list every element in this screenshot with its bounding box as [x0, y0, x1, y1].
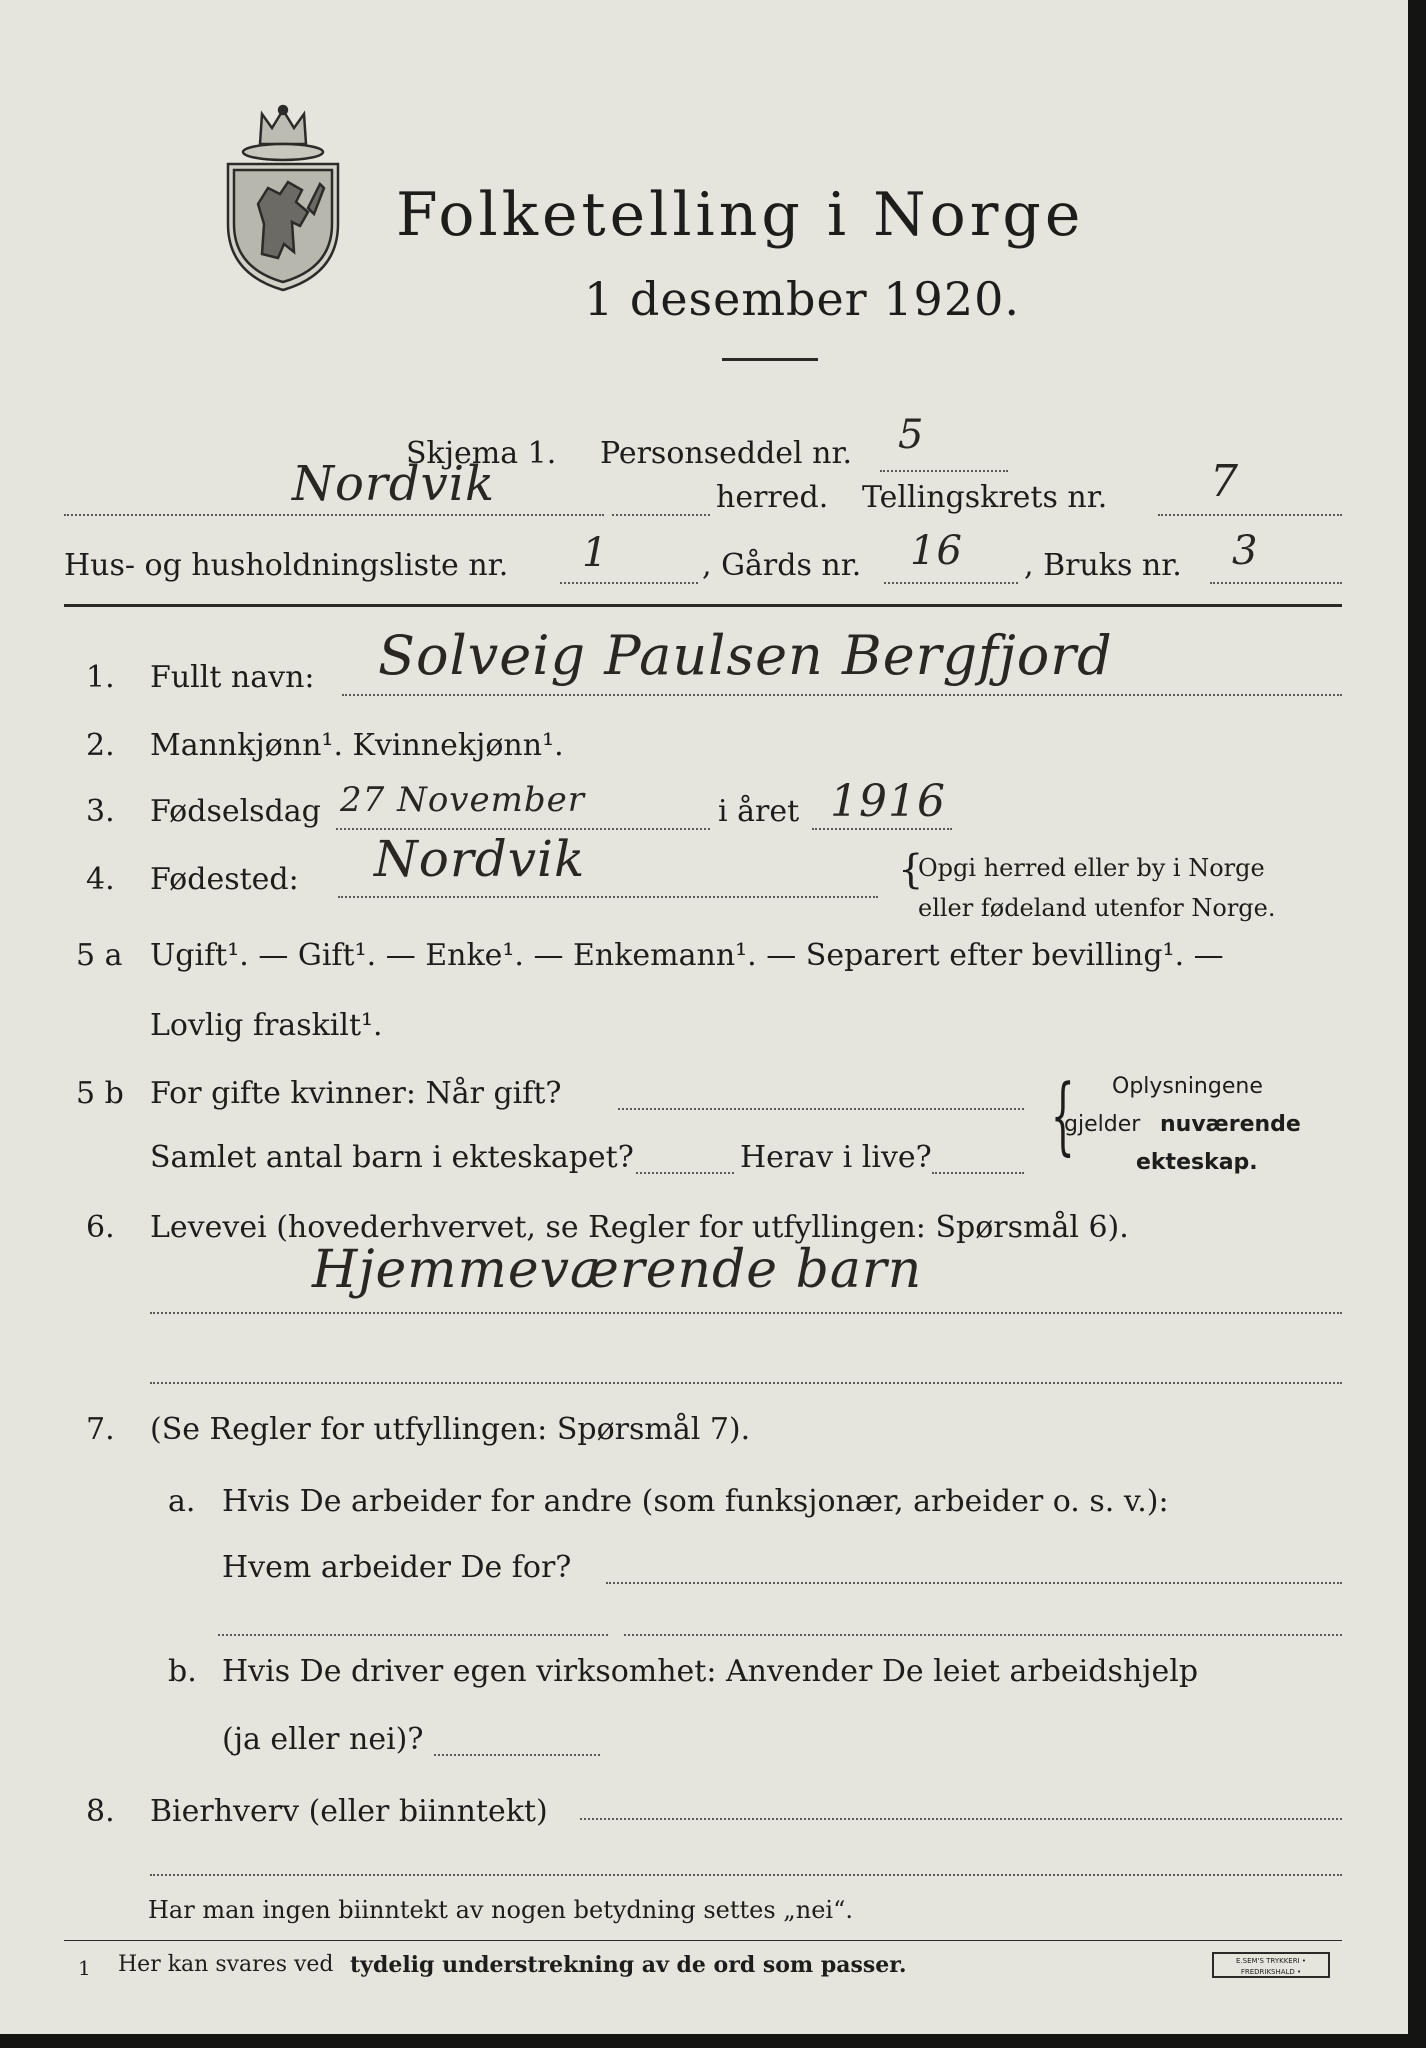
personseddel-label: Personseddel nr.	[600, 436, 853, 471]
q1-label: Fullt navn:	[150, 660, 315, 695]
birth-year-value[interactable]: 1916	[830, 776, 946, 827]
page-title: Folketelling i Norge	[396, 180, 1085, 250]
q5a-number: 5 a	[76, 938, 123, 973]
bruks-value[interactable]: 3	[1232, 528, 1259, 574]
q5b-note-line3: ekteskap.	[1136, 1150, 1258, 1175]
census-form-page: Folketelling i Norge 1 desember 1920. Skjema 1. Personseddel nr. 5 Nordvik herred. Tellingskrets nr. 7 Hus- og husholdningsliste nr. 1 , Gårds nr. 16 , Bruks nr. 3 1. Fullt navn: Solveig Paulsen Bergfjord 2. Mannkjønn¹. Kvinnekjønn¹. 3. Fødselsdag 27 November i året 1916 4. Fødested: Nordvik { Opgi herred eller by i Norge eller fødeland utenfor Norge. 5 a Ugift¹. — Gift¹. — Enke¹. — Enkemann¹. — Separert efter bevilling¹. — Lovlig fraskilt¹. 5 b For gifte kvinner: Når gift? Samlet antal barn i ekteskapet? Herav i live? { Oplysningene gjelder nuværende ekteskap. 6. Levevei (hovederhvervet, se Regler for utfyllingen: Spørsmål 6). Hjemmeværende barn 7. (Se Regler for utfyllingen: Spørsmål 7). a. Hvis De arbeider for andre (som funksjonær, arbeider o. s. v.): Hvem arbeider De for? b. Hvis De driver egen virksomhet: Anvender De leiet arbeidshjelp (ja eller nei)? 8. Bierhverv (eller biinntekt) Har man ingen biinntekt av nogen betydning settes „nei“. 1 Her kan svares ved tydelig understrekning av de ord som passer. E.SEM'S TRYKKERI • FREDRIKSHALD •	[0, 0, 1426, 2048]
q8-label: Bierhverv (eller biinntekt)	[150, 1794, 548, 1829]
q7a-line2: Hvem arbeider De for?	[222, 1550, 572, 1585]
personseddel-value[interactable]: 5	[898, 412, 925, 458]
hus-label: Hus- og husholdningsliste nr.	[64, 548, 509, 583]
q4-number: 4.	[86, 862, 115, 897]
q5a-line1: Ugift¹. — Gift¹. — Enke¹. — Enkemann¹. — Separert efter bevilling¹. —	[150, 938, 1224, 973]
footnote-text-a: Her kan svares ved	[118, 1952, 334, 1977]
birthplace-value[interactable]: Nordvik	[374, 830, 586, 888]
gards-value[interactable]: 16	[910, 528, 963, 574]
q3-year-label: i året	[718, 794, 800, 829]
footer-note: Har man ingen biinntekt av nogen betydning settes „nei“.	[148, 1896, 853, 1924]
q7-number: 7.	[86, 1412, 115, 1447]
title-divider	[722, 358, 818, 361]
herred-value[interactable]: Nordvik	[292, 456, 496, 512]
q7a-line1: Hvis De arbeider for andre (som funksjonær, arbeider o. s. v.):	[222, 1484, 1169, 1519]
tellingskrets-value[interactable]: 7	[1210, 456, 1239, 507]
q4-note-line1: Opgi herred eller by i Norge	[918, 854, 1265, 882]
q1-number: 1.	[86, 660, 115, 695]
q7-label: (Se Regler for utfyllingen: Spørsmål 7).	[150, 1412, 751, 1447]
header-divider	[64, 604, 1342, 607]
q5b-label3: Herav i live?	[740, 1140, 932, 1175]
q5a-line2: Lovlig fraskilt¹.	[150, 1008, 383, 1043]
q5b-note-line2b: nuværende	[1160, 1112, 1301, 1137]
q5b-note-line2a: gjelder	[1064, 1112, 1141, 1137]
q2-label: Mannkjønn¹. Kvinnekjønn¹.	[150, 728, 564, 763]
q5b-note-line1: Oplysningene	[1112, 1074, 1263, 1099]
tellingskrets-label: Tellingskrets nr.	[862, 480, 1108, 515]
q4-label: Fødested:	[150, 862, 299, 897]
footnote-number: 1	[78, 1956, 91, 1980]
occupation-value[interactable]: Hjemmeværende barn	[312, 1240, 923, 1300]
gards-label: , Gårds nr.	[702, 548, 862, 583]
q6-number: 6.	[86, 1210, 115, 1245]
q7b-letter: b.	[168, 1654, 197, 1689]
q7a-letter: a.	[168, 1484, 196, 1519]
q8-number: 8.	[86, 1794, 115, 1829]
q3-number: 3.	[86, 794, 115, 829]
q2-number: 2.	[86, 728, 115, 763]
birthdate-value[interactable]: 27 November	[340, 780, 585, 820]
footnote-text-b: tydelig understrekning av de ord som passer.	[350, 1952, 907, 1978]
q7b-line2: (ja eller nei)?	[222, 1722, 424, 1757]
bruks-label: , Bruks nr.	[1024, 548, 1182, 583]
q7b-line1: Hvis De driver egen virksomhet: Anvender De leiet arbeidshjelp	[222, 1654, 1199, 1689]
q5b-number: 5 b	[76, 1076, 124, 1111]
q5b-label1: For gifte kvinner: Når gift?	[150, 1076, 562, 1111]
census-date: 1 desember 1920.	[584, 272, 1020, 326]
q3-label: Fødselsdag	[150, 794, 321, 829]
herred-label: herred.	[716, 480, 829, 515]
coat-of-arms-icon	[222, 104, 344, 294]
hus-value[interactable]: 1	[582, 530, 609, 576]
q5b-label2: Samlet antal barn i ekteskapet?	[150, 1140, 634, 1175]
q6-label: Levevei (hovederhvervet, se Regler for utfyllingen: Spørsmål 6).	[150, 1210, 1129, 1245]
skjema-label: Skjema 1.	[406, 436, 557, 471]
full-name-value[interactable]: Solveig Paulsen Bergfjord	[378, 624, 1113, 687]
q4-note-line2: eller fødeland utenfor Norge.	[918, 894, 1276, 922]
printer-stamp: E.SEM'S TRYKKERI • FREDRIKSHALD •	[1212, 1952, 1330, 1978]
